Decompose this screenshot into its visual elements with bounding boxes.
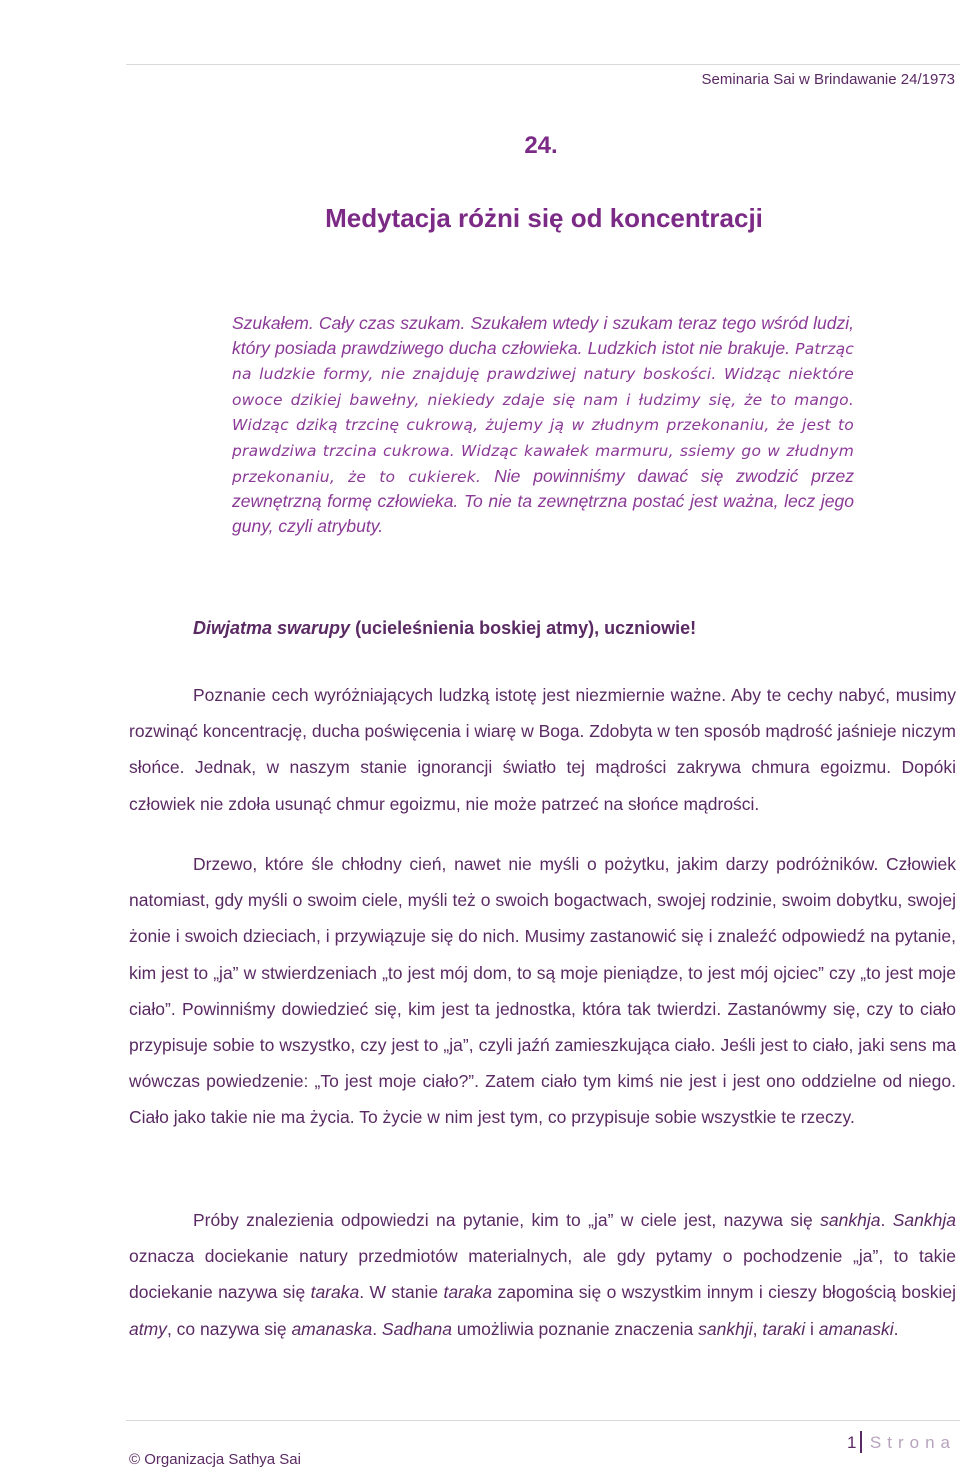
page-number-value: 1 xyxy=(846,1433,857,1452)
p3-term: amanaska xyxy=(291,1318,373,1339)
footer-copyright: © Organizacja Sathya Sai xyxy=(129,1451,301,1468)
p3-term: sankhja xyxy=(820,1210,881,1230)
opening-quote xyxy=(232,311,854,538)
chapter-number: 24. xyxy=(524,132,558,159)
p3-text: . W stanie xyxy=(359,1282,444,1303)
p3-text: . xyxy=(372,1318,382,1339)
paragraph-2: Drzewo, które śle chłodny cień, nawet nie myśli o pożytku, jakim darzy podróżników. Człowiek natomiast, gdy myśli o swoim ciele, myśli też o swoich bogactwach, swojej rodzinie, swoim dobytku, swojej żonie i swoich dzieciach, i przywiązuje się do nich. Musimy zastanowić się i znaleźć odpowiedź na pytanie, kim jest to „ja” w stwierdzeniach „to jest mój dom, to są moje pieniądze, to jest mój ojciec” czy „to jest moje ciało”. Powinniśmy dowiedzieć się, kim jest ta jednostka, która tak twierdzi. Zastanówmy się, czy to ciało przypisuje sobie to wszystko, czy jest to „ja”, czyli jaźń zamieszkująca ciało. Jeśli jest to ciało, jaki sens ma wówczas powiedzenie: „To jest moje ciało?”. Zatem ciało tym kimś nie jest i jest ono oddzielne od niego. Ciało jako takie nie ma życia. To życie w nim jest tym, co przypisuje sobie wszystkie te rzeczy. xyxy=(129,854,956,1128)
p3-text: . xyxy=(893,1318,899,1339)
quote-part-1: Szukałem. Cały czas szukam. Szukałem wtedy i szukam teraz tego wśród ludzi, który posiada prawdziwego ducha człowieka. Ludzkich istot nie brakuje. xyxy=(232,313,854,358)
p3-text: oznacza dociekanie natury przedmiotów materialnych, ale gdy pytamy o pochodzenie „ja”, to takie dociekanie nazywa się xyxy=(129,1246,956,1303)
quote-part-3: Nie powinniśmy dawać się zwodzić przez zewnętrzną formę człowieka. To nie ta zewnętrzna postać jest ważna, lecz jego guny, czyli atrybuty. xyxy=(232,465,854,536)
p3-text: . xyxy=(880,1210,893,1230)
page-word: Strona xyxy=(869,1433,956,1452)
paragraph-1: Poznanie cech wyróżniających ludzką istotę jest niezmiernie ważne. Aby te cechy nabyć, musimy rozwinąć koncentrację, ducha poświęcenia i wiarę w Boga. Zdobyta w ten sposób mądrość jaśnieje niczym słońce. Jednak, w naszym stanie ignorancji światło tej mądrości zakrywa chmura egoizmu. Dopóki człowiek nie zdoła usunąć chmur egoizmu, nie może patrzeć na słońce mądrości. xyxy=(129,685,956,814)
p3-text: , co nazywa się xyxy=(166,1318,292,1339)
paragraph-3 xyxy=(129,1202,956,1347)
footer-rule xyxy=(126,1420,960,1421)
p3-term: Sadhana xyxy=(381,1318,452,1339)
header-rule xyxy=(126,64,960,65)
section-subheading xyxy=(193,618,696,639)
running-header: Seminaria Sai w Brindawanie 24/1973 xyxy=(701,71,955,88)
subheading-rest: (ucieleśnienia boskiej atmy), uczniowie! xyxy=(350,618,697,638)
p3-term: taraki xyxy=(762,1318,806,1339)
p3-term: taraka xyxy=(310,1282,360,1303)
p3-text: zapomina się o wszystkim innym i cieszy błogością boskiej xyxy=(492,1282,957,1303)
p3-term: Sankhja xyxy=(892,1210,956,1230)
p3-term: sankhji xyxy=(698,1318,753,1339)
p3-text: i xyxy=(805,1318,819,1339)
p3-text: , xyxy=(752,1318,763,1339)
p3-term: atmy xyxy=(129,1318,167,1339)
page-number-separator xyxy=(860,1431,862,1453)
quote-part-2: Patrząc na ludzkie formy, nie znajduję prawdziwej natury boskości. Widząc niektóre owoce dzikiej bawełny, niekiedy zdaje się nam i łudzimy się, że to mango. Widząc dziką trzcinę cukrową, żujemy ją w złudnym przekonaniu, że jest to prawdziwa trzcina cukrowa. Widząc kawałek marmuru, ssiemy go w złudnym przekonaniu, że to cukierek. xyxy=(232,339,854,486)
subheading-italic: Diwjatma swarupy xyxy=(193,618,351,638)
p3-term: amanaski xyxy=(818,1318,894,1339)
p3-text: Próby znalezienia odpowiedzi na pytanie, kim to „ja” w ciele jest, nazywa się xyxy=(193,1210,821,1230)
page-number xyxy=(847,1431,956,1453)
p3-text: umożliwia poznanie znaczenia xyxy=(452,1318,699,1339)
p3-term: taraka xyxy=(443,1282,493,1303)
chapter-title: Medytacja różni się od koncentracji xyxy=(325,203,763,233)
